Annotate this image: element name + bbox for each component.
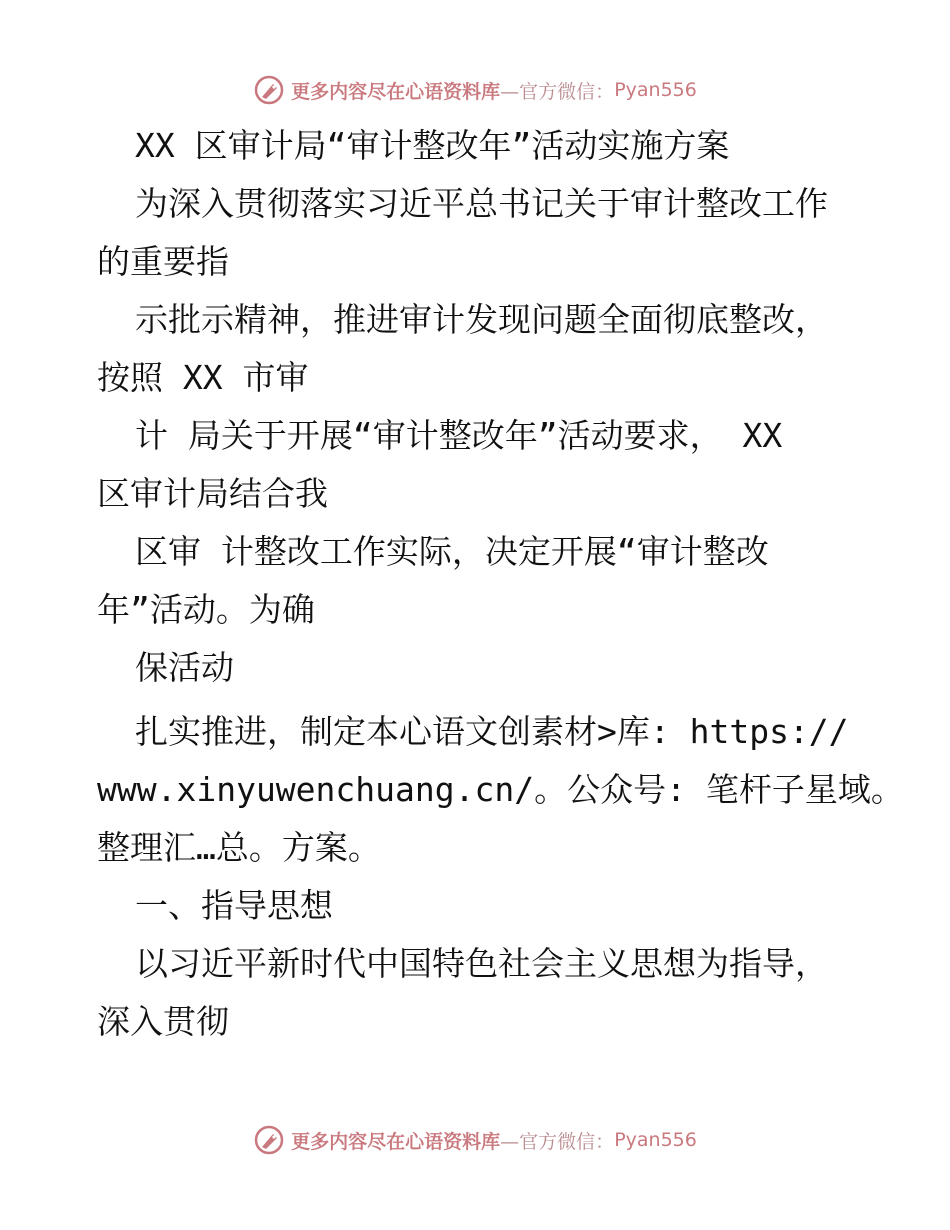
- watermark-main-text: 更多内容尽在心语资料库: [291, 80, 501, 103]
- doc-line: 按照 XX 市审: [97, 358, 309, 397]
- doc-line: 区审 计整改工作实际，决定开展“审计整改: [135, 532, 769, 571]
- doc-line: 年”活动。为确: [97, 590, 315, 629]
- doc-line: 扎实推进，制定本心语文创素材>库: https://: [135, 712, 849, 751]
- doc-line: 以习近平新时代中国特色社会主义思想为指导，: [135, 944, 828, 983]
- doc-line: 为深入贯彻落实习近平总书记关于审计整改工作: [135, 184, 828, 223]
- pen-nib-logo-icon: [253, 1124, 285, 1156]
- watermark-main-text: 更多内容尽在心语资料库: [291, 1130, 501, 1153]
- footer-watermark: [0, 1120, 950, 1160]
- header-watermark: [0, 70, 950, 110]
- doc-line: 计 局关于开展“审计整改年”活动要求， XX: [135, 416, 783, 455]
- doc-line: 保活动: [135, 648, 234, 687]
- watermark-id-text: Pyan556: [614, 79, 697, 101]
- doc-line: 区审计局结合我: [97, 474, 328, 513]
- watermark-id-text: Pyan556: [614, 1129, 697, 1151]
- watermark-sub-text: —官方微信：: [500, 80, 615, 103]
- doc-title: XX 区审计局“审计整改年”活动实施方案: [135, 126, 730, 165]
- doc-line: 示批示精神，推进审计发现问题全面彻底整改，: [135, 300, 828, 339]
- doc-line: 的重要指: [97, 242, 229, 281]
- doc-line: 整理汇…总。方案。: [97, 828, 381, 867]
- watermark-sub-text: —官方微信：: [500, 1130, 615, 1153]
- pen-nib-logo-icon: [253, 74, 285, 106]
- doc-line-url: www.xinyuwenchuang.cn/。公众号: 笔杆子星域。: [97, 770, 904, 809]
- section-heading: 一、指导思想: [135, 886, 333, 925]
- doc-line: 深入贯彻: [97, 1002, 229, 1041]
